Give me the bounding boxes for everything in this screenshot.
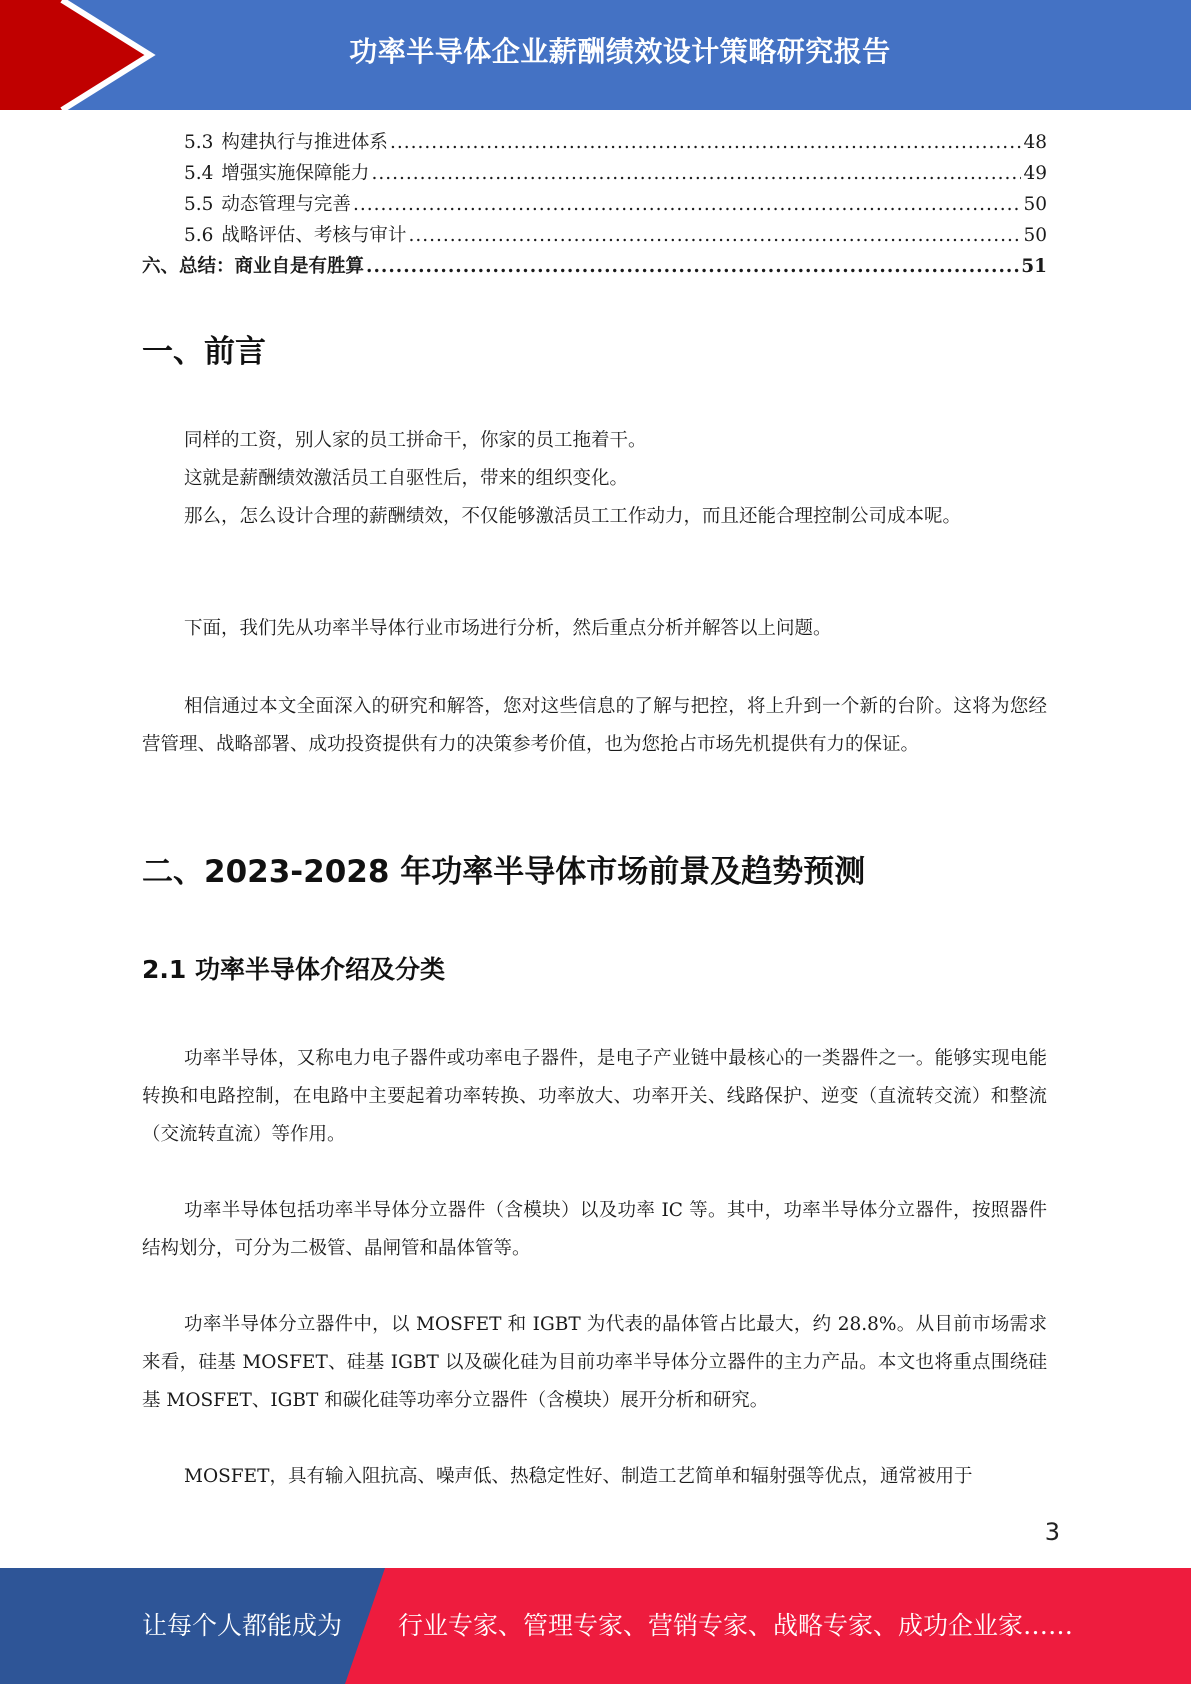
toc-entry-label: 构建执行与推进体系 xyxy=(221,132,388,153)
toc-entry-5-3[interactable] xyxy=(142,128,1047,159)
toc-entry-page: 49 xyxy=(1023,163,1047,184)
toc-entry-page: 48 xyxy=(1023,132,1047,153)
paragraph: 功率半导体包括功率半导体分立器件（含模块）以及功率 IC 等。其中，功率半导体分立器件，按照器件结构划分，可分为二极管、晶闸管和晶体管等。 xyxy=(142,1200,1047,1259)
toc-entry-number: 5.3 xyxy=(184,132,214,153)
toc-entry-label: 战略评估、考核与审计 xyxy=(221,225,407,246)
toc-entry-label: 六、总结：商业自是有胜算 xyxy=(142,256,365,277)
toc-entry-chapter-6[interactable] xyxy=(142,252,1047,283)
report-title: 功率半导体企业薪酬绩效设计策略研究报告 xyxy=(349,35,891,68)
section-heading-market-outlook: 二、2023-2028 年功率半导体市场前景及趋势预测 xyxy=(142,854,866,890)
header-chevron-decoration xyxy=(0,0,160,110)
page-number: 3 xyxy=(1044,1518,1060,1546)
footer-slogan-right: 行业专家、管理专家、营销专家、战略专家、成功企业家…… xyxy=(398,1611,1074,1640)
toc-leader-dots xyxy=(390,132,1022,153)
toc-entry-number: 5.4 xyxy=(184,163,214,184)
paragraph: 同样的工资，别人家的员工拼命干，你家的员工拖着干。 xyxy=(184,430,647,451)
toc-leader-dots xyxy=(408,225,1021,246)
toc-entry-5-6[interactable] xyxy=(142,221,1047,252)
paragraph: 功率半导体，又称电力电子器件或功率电子器件，是电子产业链中最核心的一类器件之一。能够实现电能转换和电路控制，在电路中主要起着功率转换、功率放大、功率开关、线路保护、逆变（直流转交流）和整流（交流转直流）等作用。 xyxy=(142,1048,1047,1145)
table-of-contents xyxy=(142,128,1047,283)
page-footer xyxy=(0,1568,1191,1684)
paragraph: 那么，怎么设计合理的薪酬绩效，不仅能够激活员工工作动力，而且还能合理控制公司成本呢。 xyxy=(184,506,962,527)
toc-leader-dots xyxy=(371,163,1021,184)
toc-entry-page: 51 xyxy=(1021,256,1047,277)
subsection-heading-introduction: 2.1 功率半导体介绍及分类 xyxy=(142,955,445,984)
toc-entry-number: 5.6 xyxy=(184,225,214,246)
paragraph: MOSFET，具有输入阻抗高、噪声低、热稳定性好、制造工艺简单和辐射强等优点，通常被用于 xyxy=(184,1466,973,1487)
toc-leader-dots xyxy=(366,256,1019,277)
page-header xyxy=(0,0,1191,110)
paragraph: 这就是薪酬绩效激活员工自驱性后，带来的组织变化。 xyxy=(184,468,629,489)
paragraph: 相信通过本文全面深入的研究和解答，您对这些信息的了解与把控，将上升到一个新的台阶。这将为您经营管理、战略部署、成功投资提供有力的决策参考价值，也为您抢占市场先机提供有力的保证。 xyxy=(142,696,1047,755)
toc-entry-label: 动态管理与完善 xyxy=(221,194,351,215)
toc-entry-label: 增强实施保障能力 xyxy=(221,163,370,184)
toc-entry-page: 50 xyxy=(1023,194,1047,215)
toc-entry-page: 50 xyxy=(1023,225,1047,246)
footer-slogan-left: 让每个人都能成为 xyxy=(142,1611,343,1640)
paragraph: 下面，我们先从功率半导体行业市场进行分析，然后重点分析并解答以上问题。 xyxy=(184,618,832,639)
toc-leader-dots xyxy=(353,194,1022,215)
paragraph: 功率半导体分立器件中，以 MOSFET 和 IGBT 为代表的晶体管占比最大，约 28.8%。从目前市场需求来看，硅基 MOSFET、硅基 IGBT 以及碳化硅为目前功率半导体分立器件的主力产品。本文也将重点围绕硅基 MOSFET、IGBT 和碳化硅等功率分立器件（含模块）展开分析和研究。 xyxy=(142,1314,1047,1411)
toc-entry-5-4[interactable] xyxy=(142,159,1047,190)
toc-entry-number: 5.5 xyxy=(184,194,214,215)
section-heading-preface: 一、前言 xyxy=(142,334,266,370)
toc-entry-5-5[interactable] xyxy=(142,190,1047,221)
